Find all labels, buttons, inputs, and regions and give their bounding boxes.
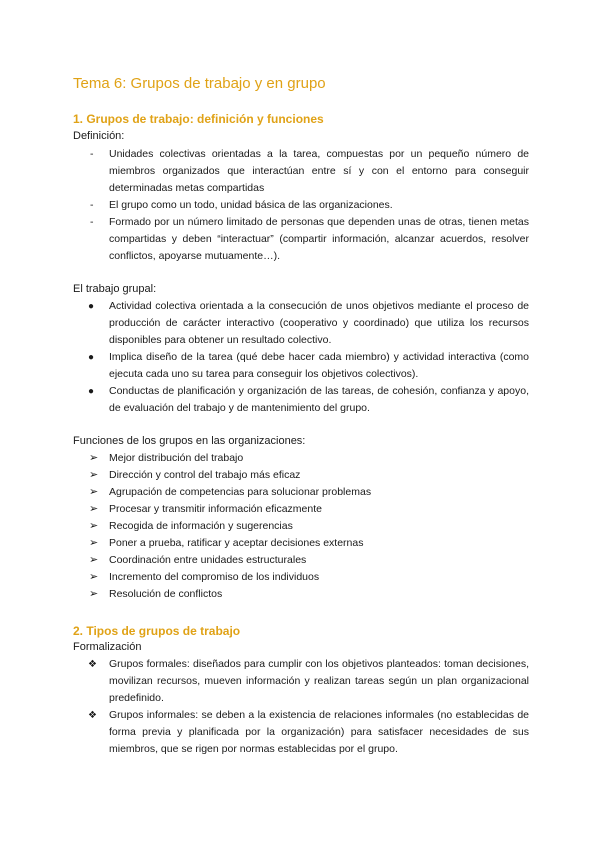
dash-marker: - bbox=[90, 199, 94, 211]
list-item-text: Unidades colectivas orientadas a la tarea, compuestas por un pequeño número de miembros organizados que interactúan entre sí y con el entorno para conseguir determinadas metas compartidas bbox=[109, 148, 529, 194]
list-item-text: Agrupación de competencias para solucionar problemas bbox=[109, 486, 372, 498]
arrow-icon: ➢ bbox=[89, 452, 99, 464]
arrow-icon: ➢ bbox=[89, 486, 99, 498]
dash-marker: - bbox=[90, 148, 94, 160]
definition-label: Definición: bbox=[73, 130, 125, 142]
formalization-list bbox=[73, 656, 529, 758]
list-item bbox=[73, 467, 529, 484]
list-item bbox=[73, 586, 529, 603]
list-item bbox=[73, 450, 529, 467]
list-item-text: Actividad colectiva orientada a la consecución de unos objetivos mediante el proceso de producción de carácter interactivo (cooperativo y coordinado) que utiliza los recursos disponibles para obtener un resultado colectivo. bbox=[109, 300, 529, 346]
section-2-heading: 2. Tipos de grupos de trabajo bbox=[73, 624, 241, 638]
list-item-text: El grupo como un todo, unidad básica de las organizaciones. bbox=[109, 199, 393, 211]
list-item bbox=[73, 349, 529, 383]
arrow-icon: ➢ bbox=[89, 571, 99, 583]
diamond-icon: ❖ bbox=[88, 710, 97, 721]
list-item-text: Recogida de información y sugerencias bbox=[109, 520, 293, 532]
definition-list bbox=[73, 146, 529, 265]
formalization-label: Formalización bbox=[73, 641, 142, 653]
list-item bbox=[73, 535, 529, 552]
list-item bbox=[73, 214, 529, 265]
list-item bbox=[73, 656, 529, 707]
group-work-label: El trabajo grupal: bbox=[73, 283, 157, 295]
list-item bbox=[73, 146, 529, 197]
arrow-icon: ➢ bbox=[89, 588, 99, 600]
dash-marker: - bbox=[90, 216, 94, 228]
list-item-text: Conductas de planificación y organización de las tareas, de cohesión, confianza y apoyo, de evaluación del trabajo y de mantenimiento del grupo. bbox=[109, 385, 529, 414]
list-item-text: Grupos informales: se deben a la existencia de relaciones informales (no establecidas de forma previa y planificada por la organización) para satisfacer necesidades de sus miembros, que se rigen por normas establecidas por el grupo. bbox=[109, 709, 529, 755]
list-item-text: Implica diseño de la tarea (qué debe hacer cada miembro) y actividad interactiva (como ejecuta cada uno su tarea para conseguir los objetivos colectivos). bbox=[109, 351, 529, 380]
arrow-icon: ➢ bbox=[89, 554, 99, 566]
bullet-icon: ● bbox=[88, 386, 95, 397]
list-item-text: Poner a prueba, ratificar y aceptar decisiones externas bbox=[109, 537, 364, 549]
list-item bbox=[73, 484, 529, 501]
list-item bbox=[73, 197, 529, 214]
list-item bbox=[73, 298, 529, 349]
list-item bbox=[73, 383, 529, 417]
functions-label: Funciones de los grupos en las organizaciones: bbox=[73, 435, 306, 447]
group-work-list bbox=[73, 298, 529, 417]
list-item-text: Incremento del compromiso de los individuos bbox=[109, 571, 320, 583]
list-item-text: Dirección y control del trabajo más eficaz bbox=[109, 469, 301, 481]
list-item bbox=[73, 552, 529, 569]
bullet-icon: ● bbox=[88, 301, 95, 312]
list-item bbox=[73, 707, 529, 758]
functions-list bbox=[73, 450, 529, 603]
list-item-text: Coordinación entre unidades estructurales bbox=[109, 554, 307, 566]
list-item-text: Resolución de conflictos bbox=[109, 588, 223, 600]
list-item-text: Mejor distribución del trabajo bbox=[109, 452, 244, 464]
list-item bbox=[73, 518, 529, 535]
section-1-heading: 1. Grupos de trabajo: definición y funciones bbox=[73, 112, 324, 126]
diamond-icon: ❖ bbox=[88, 659, 97, 670]
list-item bbox=[73, 501, 529, 518]
arrow-icon: ➢ bbox=[89, 537, 99, 549]
arrow-icon: ➢ bbox=[89, 469, 99, 481]
list-item-text: Grupos formales: diseñados para cumplir con los objetivos planteados: toman decisiones, movilizan recursos, mueven información y realizan tareas según un plan organizacional predefinido. bbox=[109, 658, 529, 704]
list-item bbox=[73, 569, 529, 586]
list-item-text: Procesar y transmitir información eficazmente bbox=[109, 503, 322, 515]
list-item-text: Formado por un número limitado de personas que dependen unas de otras, tienen metas compartidas y deben “interactuar” (compartir información, alcanzar acuerdos, resolver conflictos, apoyarse mutuamente…). bbox=[109, 216, 529, 262]
bullet-icon: ● bbox=[88, 352, 95, 363]
page-title: Tema 6: Grupos de trabajo y en grupo bbox=[73, 75, 326, 92]
arrow-icon: ➢ bbox=[89, 520, 99, 532]
arrow-icon: ➢ bbox=[89, 503, 99, 515]
